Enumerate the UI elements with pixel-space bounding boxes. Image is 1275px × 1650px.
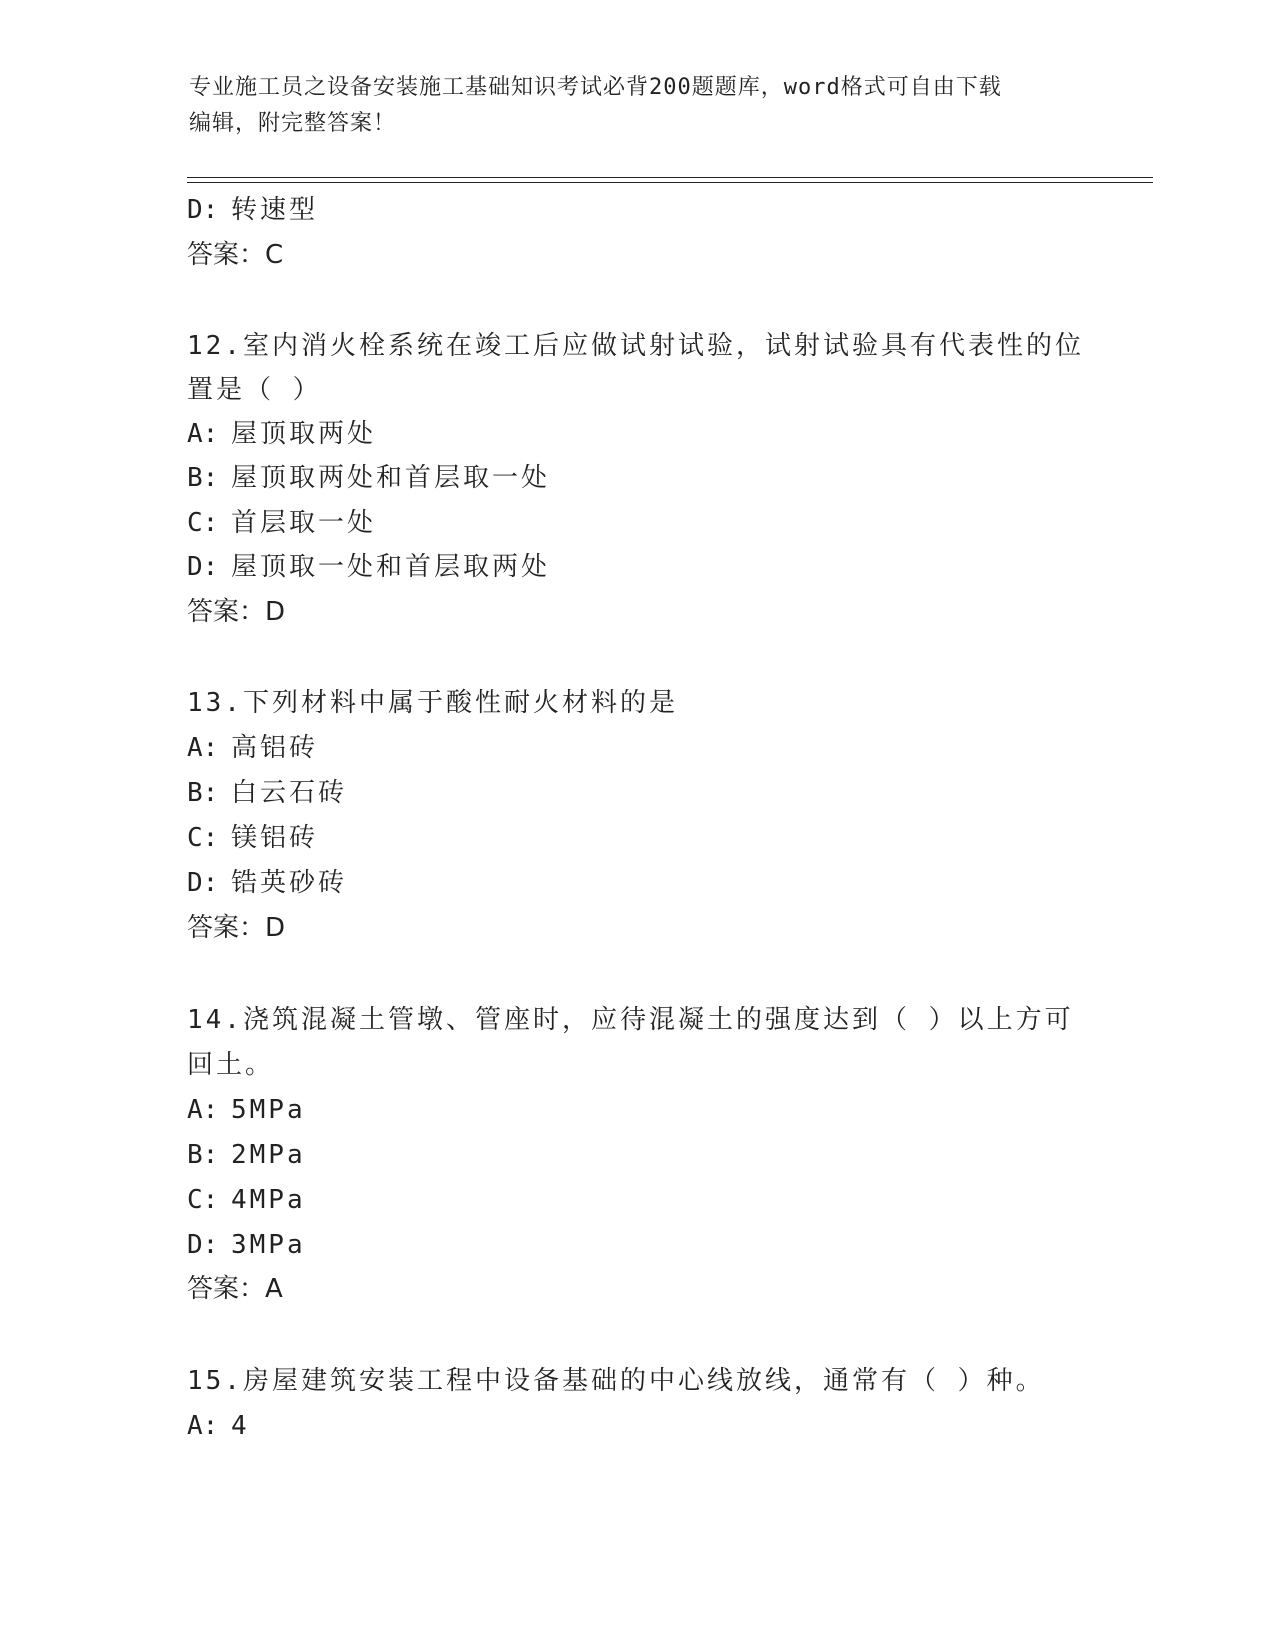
option-letter: A: [187, 733, 219, 763]
q13-answer: 答案：D [187, 913, 286, 943]
option-text: 2MPa [231, 1140, 306, 1170]
option-letter: D: [187, 552, 219, 582]
q14-question-line-2: 回土。 [187, 1050, 275, 1080]
option-letter: D: [187, 1230, 219, 1260]
option-text: 首层取一处 [231, 508, 377, 538]
option-letter: D: [187, 195, 219, 225]
option-letter: C: [187, 1185, 219, 1215]
q12-option-a [187, 417, 376, 451]
document-header [189, 70, 1089, 142]
q12-option-b [187, 461, 550, 495]
q12-option-d [187, 550, 550, 584]
option-letter: C: [187, 508, 219, 538]
q14-option-b [187, 1138, 306, 1172]
q14-option-c [187, 1183, 306, 1217]
q12-question-line-1: 12.室内消火栓系统在竣工后应做试射试验，试射试验具有代表性的位 [187, 331, 1084, 361]
q15-option-a [187, 1409, 250, 1443]
header-title-line-1: 专业施工员之设备安装施工基础知识考试必背200题题库，word格式可自由下载 [189, 75, 1002, 100]
header-divider-top [187, 177, 1153, 178]
q14-option-d [187, 1228, 306, 1262]
q13-question-line-1: 13.下列材料中属于酸性耐火材料的是 [187, 688, 678, 718]
option-letter: A: [187, 1095, 219, 1125]
q12-question-line-2: 置是（ ） [187, 375, 322, 405]
q12-option-c [187, 506, 376, 540]
q11-option-d [187, 193, 318, 227]
option-text: 3MPa [231, 1230, 306, 1260]
option-text: 白云石砖 [231, 778, 348, 808]
header-divider-bottom [187, 182, 1153, 183]
option-text: 高铝砖 [231, 733, 319, 763]
option-text: 转速型 [231, 195, 319, 225]
q13-option-c [187, 821, 318, 855]
q15-question-line-1: 15.房屋建筑安装工程中设备基础的中心线放线，通常有（ ）种。 [187, 1366, 1045, 1396]
q13-option-d [187, 866, 347, 900]
q14-option-a [187, 1093, 306, 1127]
header-title-line-2: 编辑，附完整答案！ [189, 111, 397, 136]
option-text: 屋顶取两处 [231, 419, 377, 449]
q14-answer: 答案：A [187, 1274, 283, 1304]
option-letter: B: [187, 463, 219, 493]
q13-option-a [187, 731, 318, 765]
q12-answer: 答案：D [187, 597, 286, 627]
option-letter: B: [187, 778, 219, 808]
option-text: 屋顶取一处和首层取两处 [231, 552, 551, 582]
option-letter: B: [187, 1140, 219, 1170]
option-text: 锆英砂砖 [231, 868, 348, 898]
option-text: 4MPa [231, 1185, 306, 1215]
q11-answer: 答案：C [187, 240, 284, 270]
option-letter: A: [187, 419, 219, 449]
option-letter: A: [187, 1411, 219, 1441]
option-letter: D: [187, 868, 219, 898]
q13-option-b [187, 776, 347, 810]
option-text: 5MPa [231, 1095, 306, 1125]
option-letter: C: [187, 823, 219, 853]
option-text: 屋顶取两处和首层取一处 [231, 463, 551, 493]
q14-question-line-1: 14.浇筑混凝土管墩、管座时，应待混凝土的强度达到（ ）以上方可 [187, 1005, 1074, 1035]
option-text: 4 [231, 1411, 250, 1441]
option-text: 镁铝砖 [231, 823, 319, 853]
